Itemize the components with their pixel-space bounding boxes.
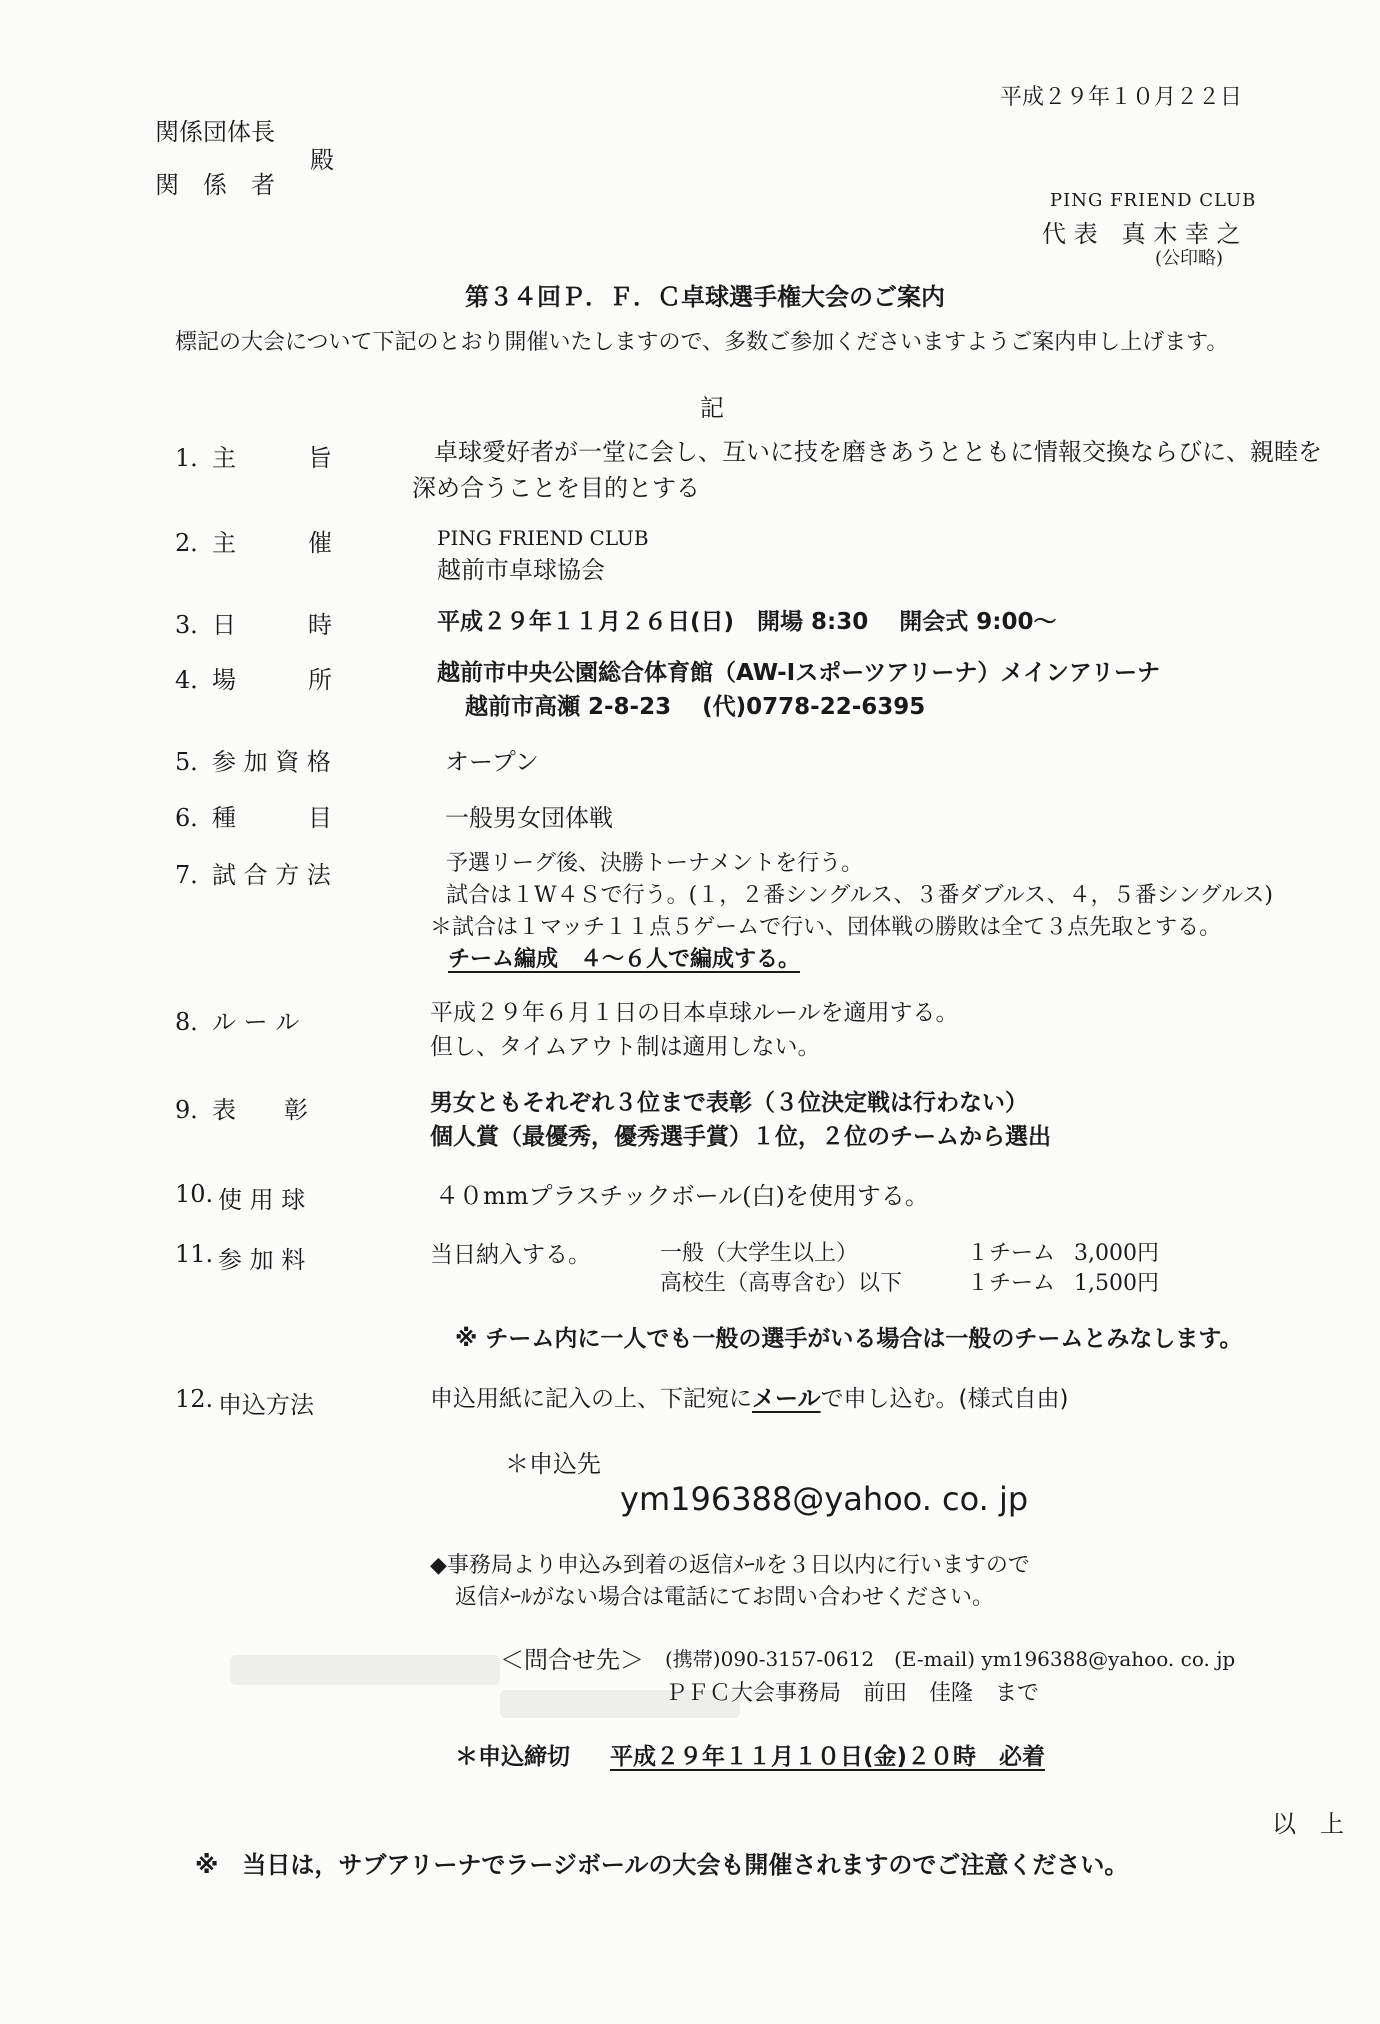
contact-label: ＜問合せ先＞ [500, 1646, 644, 1674]
item-6-content: 一般男女団体戦 [445, 804, 613, 832]
item-12-content [430, 1380, 1069, 1413]
item-4-label: 場 所 [212, 666, 332, 694]
item-1-number: 1． [175, 444, 215, 472]
reply-note-2: 返信ﾒｰﾙがない場合は電話にてお問い合わせください。 [455, 1585, 995, 1610]
item-3-label: 日 時 [212, 611, 332, 639]
item-2-line-1: PING FRIEND CLUB [437, 526, 649, 550]
item-2-line-2: 越前市卓球協会 [437, 556, 605, 584]
item-1-line-1: 卓球愛好者が一堂に会し、互いに技を磨きあうとともに情報交換ならびに、親睦を [434, 438, 1322, 466]
item-6-label: 種 目 [212, 804, 332, 832]
document-date: 平成２９年１０月２２日 [1000, 85, 1243, 110]
item-10-label: 使 用 球 [218, 1186, 306, 1214]
sender-org: PING FRIEND CLUB [1050, 190, 1257, 211]
fee-category: 高校生（高専含む）以下 [660, 1271, 903, 1296]
general-team-note: ※ チーム内に一人でも一般の選手がいる場合は一般のチームとみなします。 [455, 1326, 1243, 1352]
scan-smudge [230, 1655, 500, 1685]
item-8-line-1: 平成２９年６月１日の日本卓球ルールを適用する。 [430, 1000, 959, 1026]
item-5-content: オープン [445, 748, 539, 776]
apply-destination-label: ＊申込先 [505, 1450, 601, 1478]
ki-heading: 記 [700, 394, 724, 422]
item-11-content: 当日納入する。 [430, 1242, 591, 1268]
item-7-content [430, 848, 1273, 976]
item-4-line-1: 越前市中央公園総合体育館（AW-Iスポーツアリーナ）メインアリーナ [437, 660, 1160, 686]
recipient-honorific: 殿 [310, 146, 334, 174]
item-9-line-1: 男女ともそれぞれ３位まで表彰（３位決定戦は行わない） [430, 1090, 1028, 1116]
item-4-number: 4． [175, 666, 215, 694]
item-8-line-2: 但し、タイムアウト制は適用しない。 [430, 1034, 821, 1060]
sender-seal-note: (公印略) [1155, 248, 1224, 269]
reply-note-1: ◆事務局より申込み到着の返信ﾒｰﾙを３日以内に行いますので [430, 1553, 1030, 1578]
fee-unit: １チーム [967, 1241, 1056, 1266]
item-2-label: 主 催 [212, 529, 332, 557]
deadline-value: 平成２９年１１月１０日(金)２０時 必着 [610, 1744, 1046, 1770]
ijo-closing: 以 上 [1272, 1810, 1344, 1838]
item-3-number: 3． [175, 611, 215, 639]
item-1-line-2: 深め合うことを目的とする [412, 474, 700, 502]
item-12-post: で申し込む。(様式自由) [820, 1386, 1069, 1412]
item-9-line-2: 個人賞（最優秀，優秀選手賞）１位，２位のチームから選出 [430, 1124, 1051, 1150]
item-11-label: 参 加 料 [218, 1246, 306, 1274]
item-7-line-3: ＊試合は１マッチ１１点５ゲームで行い、団体戦の勝敗は全て３点先取とする。 [430, 915, 1222, 940]
item-12-label: 申込方法 [218, 1391, 314, 1419]
item-9-number: 9． [175, 1096, 215, 1124]
item-9-label: 表 彰 [212, 1096, 308, 1124]
item-8-label: ル ー ル [212, 1008, 300, 1036]
apply-email[interactable]: ym196388@yahoo. co. jp [620, 1480, 1029, 1518]
contact-office: ＰＦＣ大会事務局 前田 佳隆 まで [665, 1681, 1040, 1706]
item-7-line-2: 試合は１W４Ｓで行う。(１，２番シングルス、３番ダブルス、４，５番シングルス) [446, 883, 1273, 908]
item-10-content: ４０mmプラスチックボール(白)を使用する。 [435, 1182, 929, 1210]
item-10-number: 10. [175, 1180, 214, 1208]
recipient-line1: 関係団体長 [155, 118, 275, 146]
item-8-number: 8． [175, 1008, 215, 1036]
item-3-content: 平成２９年１１月２６日(日) 開場 8:30 開会式 9:00～ [437, 609, 1057, 635]
item-5-label: 参 加 資 格 [212, 748, 331, 776]
fee-amount: 1,500円 [1074, 1271, 1159, 1296]
fee-row-1 [660, 1236, 1159, 1267]
item-11-number: 11. [175, 1240, 214, 1268]
contact-phone-email: (携帯)090-3157-0612 (E-mail) ym196388@yahoo. co. jp [665, 1647, 1236, 1671]
item-1-label: 主 旨 [212, 444, 332, 472]
fee-row-2 [660, 1266, 1159, 1297]
intro-text: 標記の大会について下記のとおり開催いたしますので、多数ご参加くださいますようご案内申し上げます。 [175, 330, 1229, 355]
fee-unit: １チーム [967, 1271, 1056, 1296]
fee-category: 一般（大学生以上） [660, 1241, 859, 1266]
item-4-content [437, 656, 1160, 724]
page-title: 第３４回Ｐ．Ｆ．Ｃ卓球選手権大会のご案内 [465, 283, 945, 311]
footer-note: ※ 当日は，サブアリーナでラージボールの大会も開催されますのでご注意ください。 [195, 1851, 1129, 1879]
item-8-content [430, 996, 959, 1064]
item-5-number: 5． [175, 748, 215, 776]
sender-representative: 代 表 真 木 幸 之 [1042, 220, 1241, 248]
item-7-line-1: 予選リーグ後、決勝トーナメントを行う。 [446, 851, 864, 876]
item-2-content [437, 522, 649, 586]
item-12-pre: 申込用紙に記入の上、下記宛に [430, 1386, 752, 1412]
deadline-label: ＊申込締切 [455, 1744, 570, 1770]
item-1-content [412, 434, 1322, 506]
item-6-number: 6． [175, 804, 215, 832]
item-4-line-2: 越前市高瀬 2-8-23 (代)0778-22-6395 [465, 694, 926, 720]
item-12-number: 12. [175, 1385, 214, 1413]
item-7-line-4: チーム編成 ４～６人で編成する。 [448, 947, 801, 972]
item-9-content [430, 1086, 1051, 1154]
item-12-emph: メール [752, 1386, 821, 1412]
fee-amount: 3,000円 [1074, 1241, 1159, 1266]
item-2-number: 2． [175, 529, 215, 557]
item-7-number: 7． [175, 861, 215, 889]
recipient-line2: 関 係 者 [155, 171, 275, 199]
item-7-label: 試 合 方 法 [212, 861, 331, 889]
